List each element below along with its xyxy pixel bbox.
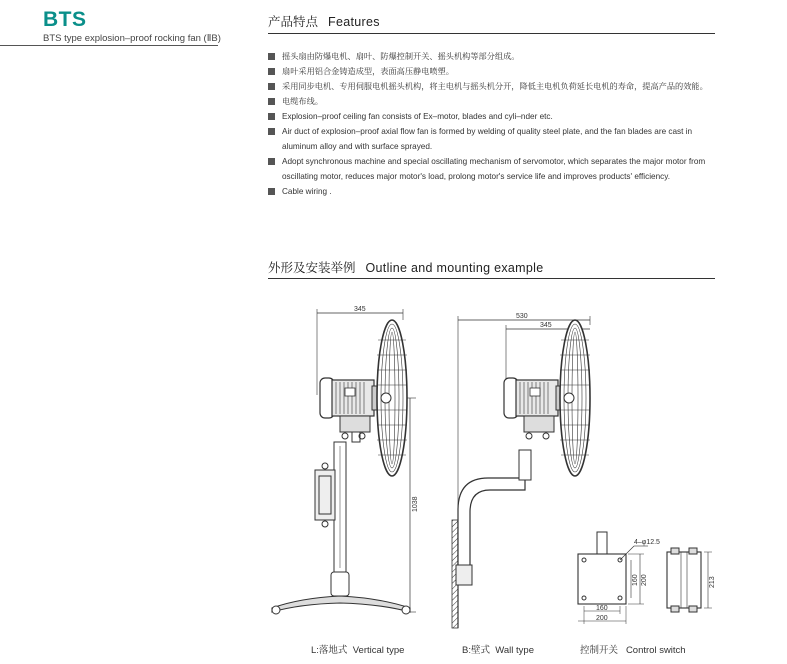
outline-heading-cn: 外形及安装举例	[268, 261, 356, 275]
outline-heading	[268, 258, 543, 276]
technical-drawings	[255, 290, 730, 630]
brand-subtitle: BTS type explosion–proof rocking fan (ⅡB)	[43, 33, 221, 44]
caption-vertical-cn: L:落地式	[311, 645, 348, 656]
caption-switch-cn: 控制开关	[580, 645, 619, 656]
feature-item: Explosion–proof ceiling fan consists of Ex–motor, blades and cyli–nder etc.	[268, 109, 718, 124]
caption-vertical-en: Vertical type	[352, 645, 405, 656]
feature-item: 扇叶采用铝合金铸造成型，表面高压静电喷塑。	[268, 64, 718, 79]
dim-200-horizontal: 200	[596, 615, 608, 622]
features-heading	[268, 12, 380, 30]
caption-wall-type	[462, 642, 534, 656]
dim-345-wall: 345	[540, 322, 552, 329]
dim-160-horizontal: 160	[596, 605, 608, 612]
feature-item: 摇头扇由防爆电机、扇叶、防爆控制开关、摇头机构等部分组成。	[268, 49, 718, 64]
caption-wall-en: Wall type	[495, 645, 534, 656]
dim-200-vertical: 200	[641, 574, 648, 586]
outline-heading-en: Outline and mounting example	[365, 261, 544, 275]
dim-530: 530	[516, 313, 528, 320]
outline-divider	[268, 278, 715, 279]
wall-type-drawing	[452, 316, 590, 628]
feature-item: Air duct of explosion–proof axial flow fan is formed by welding of quality steel plate, and the fan blades are cast in aluminum alloy and with surface sprayed.	[268, 124, 718, 154]
caption-switch-en: Control switch	[625, 645, 686, 656]
feature-item: Cable wiring .	[268, 184, 718, 199]
dim-holes: 4–φ12.5	[634, 539, 660, 546]
features-divider	[268, 33, 715, 34]
feature-item: 电缆布线。	[268, 94, 718, 109]
caption-wall-cn: B:壁式	[462, 645, 490, 656]
feature-item: 采用同步电机、专用伺服电机摇头机构，将主电机与摇头机分开，降低主电机负荷延长电机的寿命，提高产品的效能。	[268, 79, 718, 94]
dim-1038: 1038	[412, 496, 419, 512]
dim-160-vertical: 160	[632, 574, 639, 586]
brand-underline	[0, 45, 218, 46]
brand-title: BTS	[43, 8, 87, 31]
caption-vertical-type	[311, 642, 404, 656]
features-list	[268, 49, 718, 199]
feature-item: Adopt synchronous machine and special oscillating mechanism of servomotor, which separates the major motor from oscillating motor, reduces major motor's load, prolong motor's service life and improves products' efficiency.	[268, 154, 718, 184]
vertical-type-drawing	[272, 309, 416, 614]
dim-213: 213	[709, 576, 716, 588]
features-heading-en: Features	[328, 15, 380, 29]
dim-345-vertical: 345	[354, 306, 366, 313]
features-heading-cn: 产品特点	[268, 15, 319, 29]
caption-control-switch	[580, 642, 686, 656]
